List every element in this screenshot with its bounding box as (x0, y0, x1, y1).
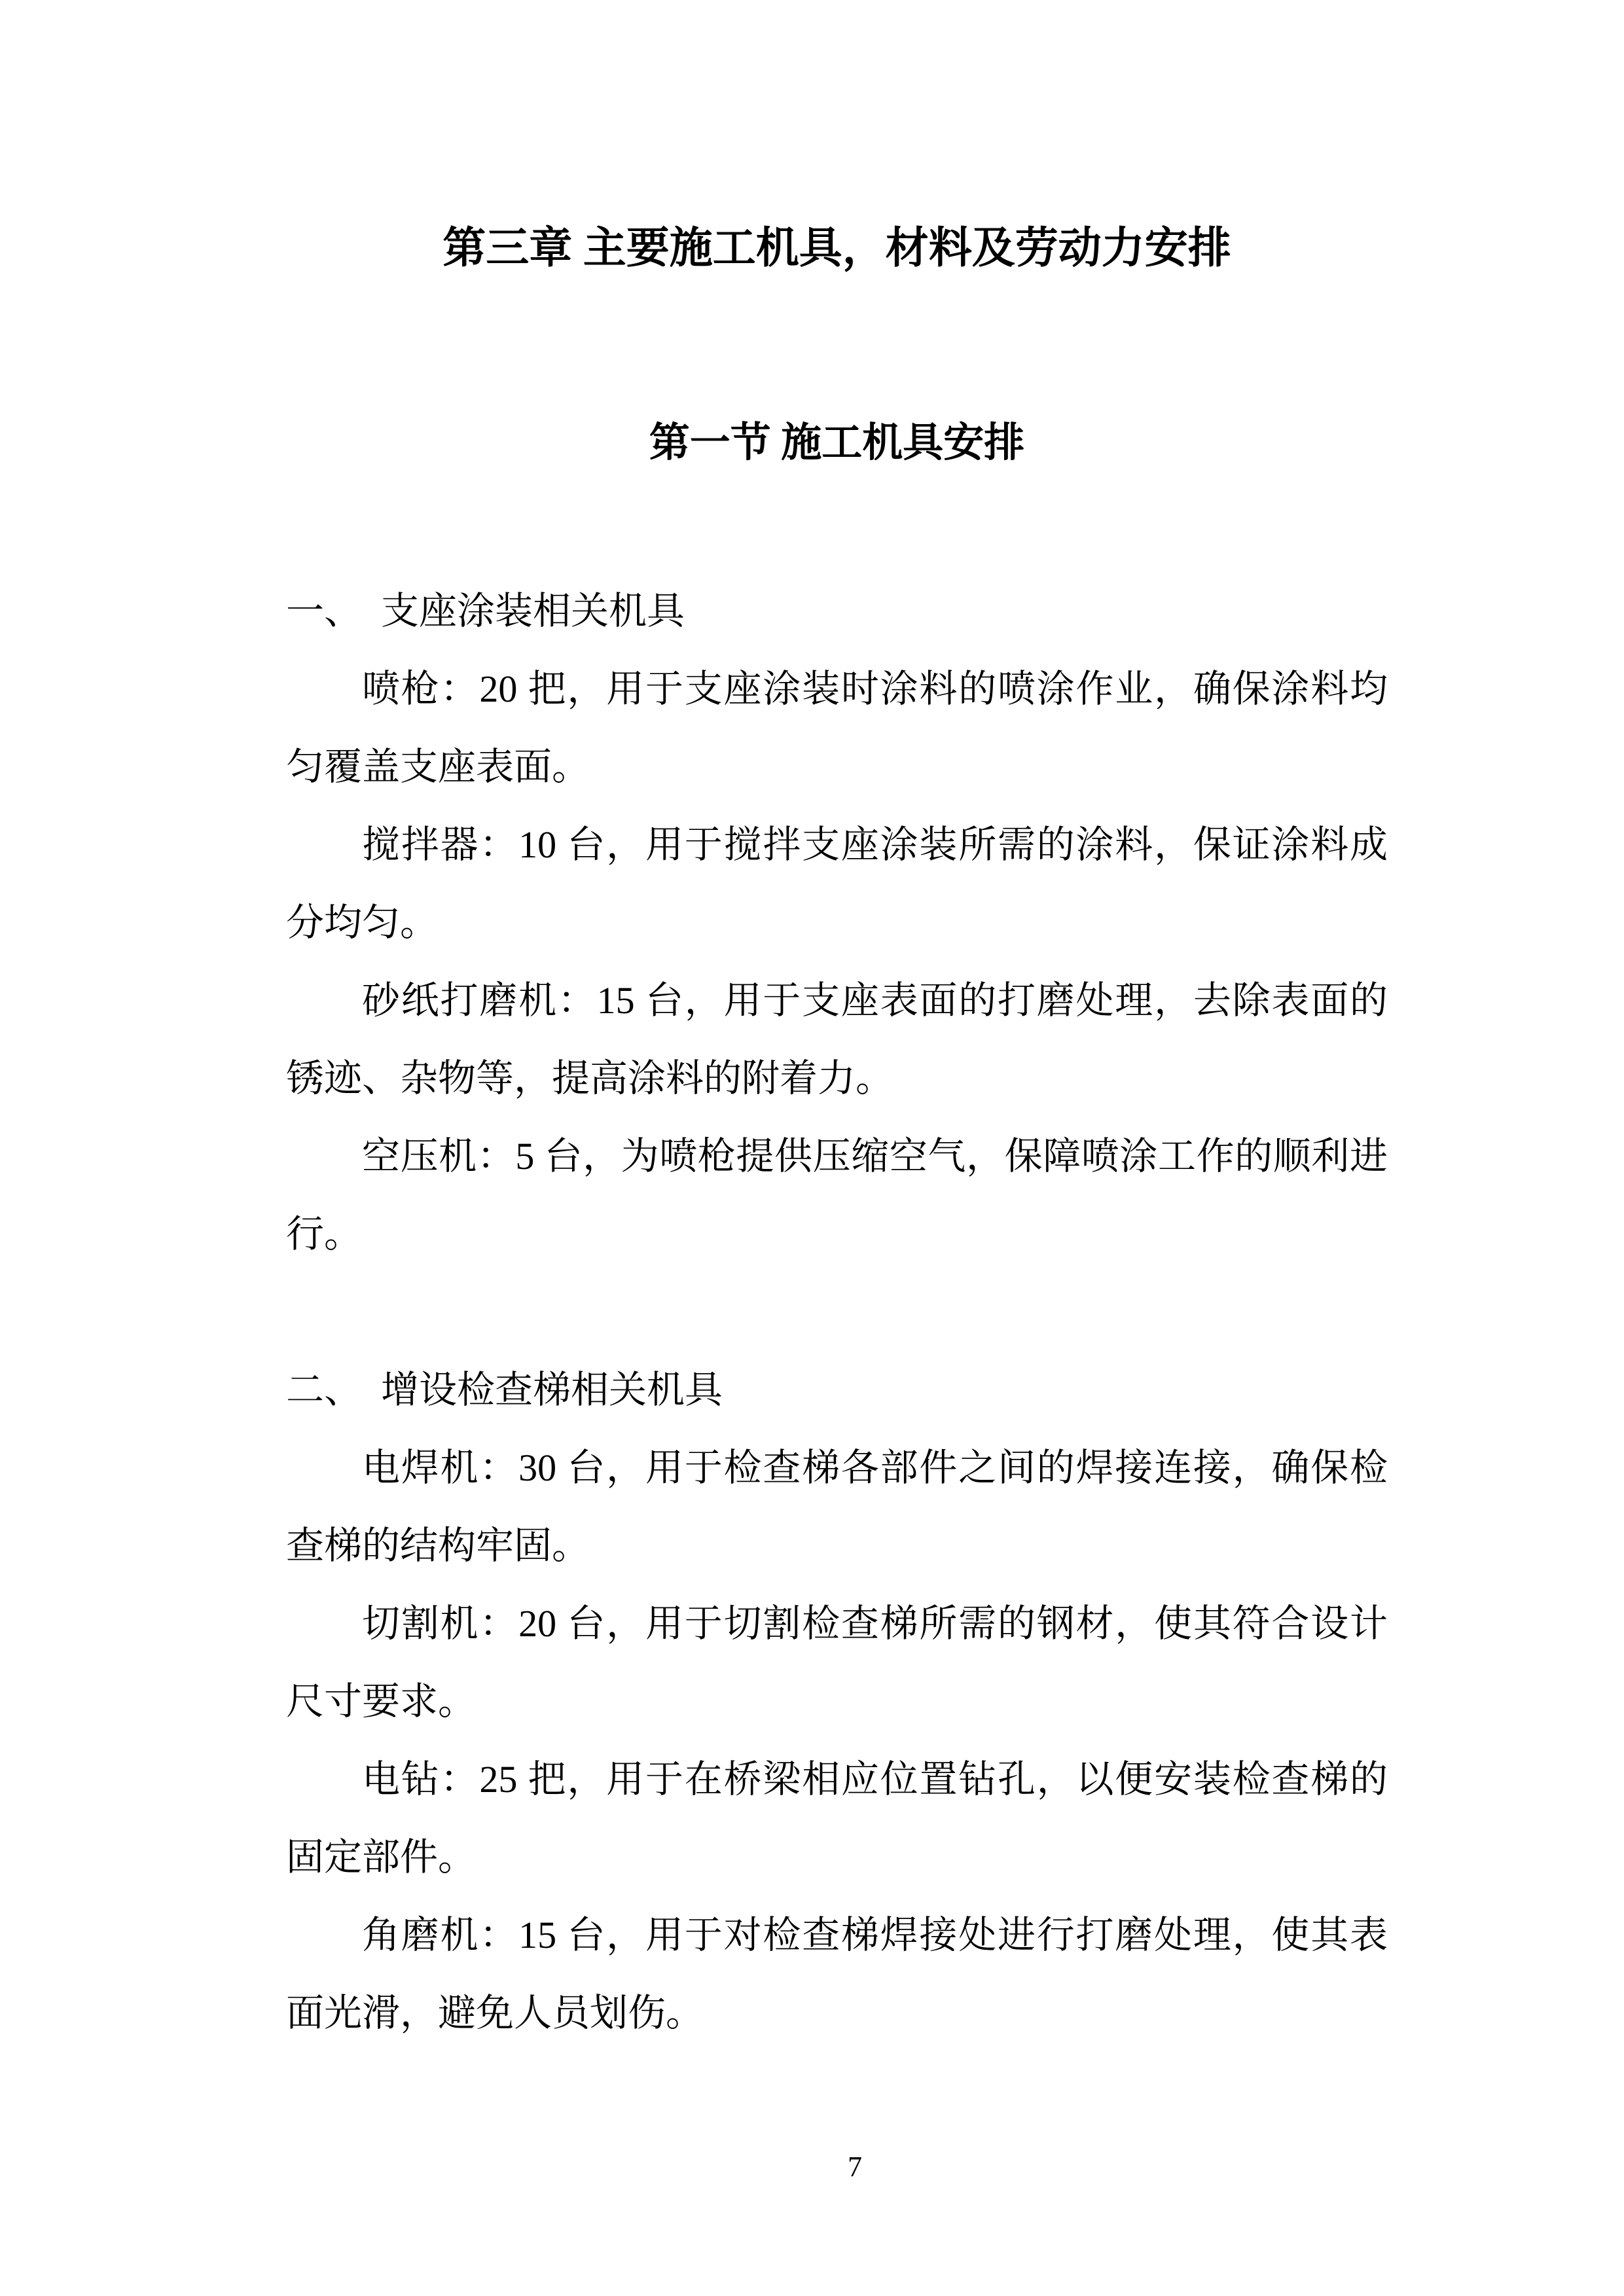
paragraph-drill: 电钻：25 把，用于在桥梁相应位置钻孔，以便安装检查梯的固定部件。 (286, 1758, 1388, 1878)
section-1-heading: 一、 支座涂装相关机具 (286, 590, 685, 632)
paragraph-angle-grinder: 角磨机：15 台，用于对检查梯焊接处进行打磨处理，使其表面光滑，避免人员划伤。 (286, 1914, 1388, 2034)
page-number: 7 (848, 2151, 862, 2183)
paragraph-air-compressor: 空压机：5 台，为喷枪提供压缩空气，保障喷涂工作的顺利进行。 (286, 1135, 1388, 1255)
section-2-heading: 二、 增设检查梯相关机具 (286, 1369, 723, 1411)
paragraph-mixer: 搅拌器：10 台，用于搅拌支座涂装所需的涂料，保证涂料成分均匀。 (286, 823, 1388, 944)
section-2 (286, 1351, 1388, 2052)
section-1 (286, 572, 1388, 1273)
chapter-title: 第三章 主要施工机具，材料及劳动力安排 (442, 224, 1231, 272)
body-text (286, 572, 1388, 2052)
paragraph-spray-gun: 喷枪：20 把，用于支座涂装时涂料的喷涂作业，确保涂料均匀覆盖支座表面。 (286, 668, 1388, 788)
paragraph-cutter: 切割机：20 台，用于切割检查梯所需的钢材，使其符合设计尺寸要求。 (286, 1602, 1388, 1723)
paragraph-welder: 电焊机：30 台，用于检查梯各部件之间的焊接连接，确保检查梯的结构牢固。 (286, 1446, 1388, 1567)
section-title: 第一节 施工机具安排 (649, 421, 1025, 465)
paragraph-sander: 砂纸打磨机：15 台，用于支座表面的打磨处理，去除表面的锈迹、杂物等，提高涂料的附着力。 (286, 979, 1388, 1100)
